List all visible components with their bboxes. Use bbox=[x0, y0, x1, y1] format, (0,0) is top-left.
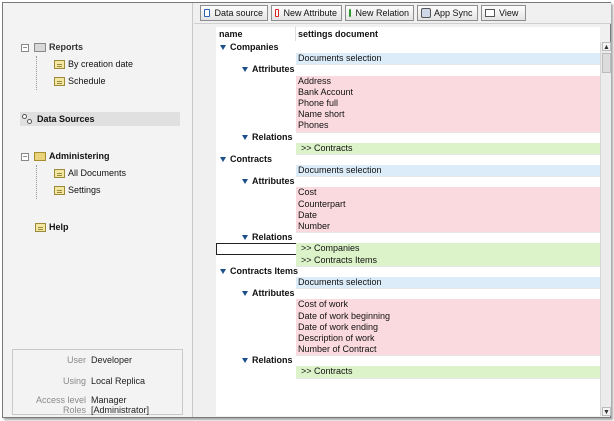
settings-grid bbox=[216, 27, 600, 416]
table-row[interactable] bbox=[216, 277, 600, 288]
document-list-icon bbox=[54, 186, 65, 195]
new-attribute-icon bbox=[275, 9, 279, 17]
access-level-row bbox=[13, 395, 184, 405]
settings-cell[interactable]: Phones bbox=[296, 120, 600, 132]
table-row[interactable] bbox=[216, 210, 600, 221]
settings-cell[interactable]: Documents selection bbox=[296, 277, 600, 289]
document-list-icon bbox=[54, 77, 65, 86]
tree-node-label[interactable] bbox=[242, 176, 295, 187]
nav-administering[interactable] bbox=[21, 148, 126, 165]
user-label: User bbox=[66, 355, 86, 365]
nav-item-schedule[interactable] bbox=[51, 73, 133, 90]
settings-cell[interactable]: Counterpart bbox=[296, 199, 600, 211]
settings-cell[interactable]: Date of work beginning bbox=[296, 311, 600, 323]
expand-triangle-icon[interactable] bbox=[220, 269, 226, 274]
table-row[interactable] bbox=[216, 299, 600, 310]
nav-item-all-documents[interactable] bbox=[51, 165, 126, 182]
expand-triangle-icon[interactable] bbox=[242, 135, 248, 140]
table-row[interactable] bbox=[216, 199, 600, 210]
expand-triangle-icon[interactable] bbox=[242, 291, 248, 296]
settings-cell[interactable]: >> Contracts Items bbox=[296, 255, 600, 267]
reports-children bbox=[36, 56, 133, 90]
tree-node-text: Contracts Items bbox=[230, 265, 299, 276]
collapse-toggle-icon[interactable]: − bbox=[22, 151, 28, 161]
table-row[interactable] bbox=[216, 53, 600, 64]
nav-administering-label: Administering bbox=[49, 151, 110, 161]
app-sync-label: App Sync bbox=[434, 8, 473, 18]
view-icon bbox=[485, 9, 495, 17]
table-row[interactable] bbox=[216, 366, 600, 377]
scroll-up-icon[interactable]: ▲ bbox=[603, 44, 610, 51]
table-row[interactable] bbox=[216, 143, 600, 154]
nav-data-sources[interactable] bbox=[20, 112, 180, 126]
toolbar bbox=[194, 3, 611, 24]
tree-node-label[interactable] bbox=[242, 232, 293, 243]
nav-group-reports bbox=[21, 39, 133, 90]
settings-cell[interactable]: Bank Account bbox=[296, 87, 600, 99]
table-row[interactable] bbox=[216, 165, 600, 176]
table-row[interactable] bbox=[216, 333, 600, 344]
expand-triangle-icon[interactable] bbox=[242, 179, 248, 184]
tree-node-text: Relations bbox=[252, 131, 293, 142]
tree-node-text: Attributes bbox=[252, 288, 295, 299]
folder-open-icon bbox=[34, 152, 46, 161]
expand-triangle-icon[interactable] bbox=[220, 157, 226, 162]
new-relation-label: New Relation bbox=[355, 8, 409, 18]
nav-item-label: By creation date bbox=[68, 59, 134, 69]
tree-node-text: Contracts bbox=[230, 153, 273, 164]
table-row[interactable] bbox=[216, 109, 600, 120]
tree-node-label[interactable] bbox=[220, 154, 272, 165]
app-sync-button[interactable] bbox=[417, 5, 478, 21]
tree-node-row[interactable] bbox=[216, 232, 600, 243]
scroll-down-icon[interactable]: ▼ bbox=[603, 409, 610, 416]
settings-cell[interactable]: Description of work bbox=[296, 333, 600, 345]
table-row[interactable] bbox=[216, 311, 600, 322]
user-info-panel bbox=[12, 349, 183, 415]
settings-cell[interactable]: Date bbox=[296, 210, 600, 222]
view-button[interactable] bbox=[481, 5, 526, 21]
nav-item-settings[interactable] bbox=[51, 182, 126, 199]
tree-node-text: Attributes bbox=[252, 176, 295, 187]
tree-node-row[interactable] bbox=[216, 154, 600, 165]
data-source-button[interactable] bbox=[200, 5, 268, 21]
data-source-label: Data source bbox=[214, 8, 263, 18]
tree-node-text: Attributes bbox=[252, 64, 295, 75]
tree-node-row[interactable] bbox=[216, 266, 600, 277]
roles-value: [Administrator] bbox=[91, 405, 150, 415]
tree-node-text: Relations bbox=[252, 355, 293, 366]
nav-reports-label: Reports bbox=[49, 42, 84, 52]
access-level-label: Access level bbox=[35, 395, 86, 405]
column-header-name[interactable]: name bbox=[216, 27, 296, 41]
table-row[interactable] bbox=[216, 255, 600, 266]
expand-triangle-icon[interactable] bbox=[242, 67, 248, 72]
table-row[interactable] bbox=[216, 221, 600, 232]
settings-cell[interactable]: Number of Contract bbox=[296, 344, 600, 356]
new-relation-button[interactable] bbox=[345, 5, 414, 21]
nav-item-label: Schedule bbox=[68, 76, 106, 86]
table-row[interactable] bbox=[216, 98, 600, 109]
administering-children bbox=[36, 165, 126, 199]
settings-cell[interactable]: Address bbox=[296, 76, 600, 88]
new-attribute-button[interactable] bbox=[271, 5, 342, 21]
user-row bbox=[13, 355, 184, 365]
reports-folder-icon bbox=[34, 43, 46, 52]
grid-rows bbox=[216, 42, 600, 378]
using-value: Local Replica bbox=[91, 376, 146, 386]
document-list-icon bbox=[54, 60, 65, 69]
grid-gutter bbox=[194, 24, 216, 417]
table-row[interactable] bbox=[216, 76, 600, 87]
app-window bbox=[2, 2, 611, 418]
grid-header bbox=[216, 27, 600, 41]
settings-cell[interactable]: Documents selection bbox=[296, 53, 600, 65]
tree-node-label[interactable] bbox=[242, 132, 293, 143]
table-row[interactable] bbox=[216, 344, 600, 355]
tree-node-row[interactable] bbox=[216, 288, 600, 299]
view-label: View bbox=[499, 8, 519, 18]
data-sources-icon bbox=[22, 114, 34, 125]
roles-label: Roles bbox=[62, 405, 86, 415]
settings-cell[interactable]: Date of work ending bbox=[296, 322, 600, 334]
table-row[interactable] bbox=[216, 87, 600, 98]
data-source-icon bbox=[204, 9, 210, 17]
nav-data-sources-label: Data Sources bbox=[37, 114, 95, 124]
table-row[interactable] bbox=[216, 120, 600, 131]
tree-node-row[interactable] bbox=[216, 42, 600, 53]
settings-cell[interactable]: Name short bbox=[296, 109, 600, 121]
new-attribute-label: New Attribute bbox=[283, 8, 337, 18]
expand-triangle-icon[interactable] bbox=[242, 358, 248, 363]
sync-icon bbox=[421, 8, 431, 18]
vertical-scrollbar[interactable] bbox=[600, 42, 611, 416]
settings-cell[interactable]: >> Contracts bbox=[296, 143, 600, 155]
nav-help[interactable] bbox=[35, 219, 69, 236]
nav-group-help bbox=[35, 219, 69, 236]
user-value: Developer bbox=[91, 355, 133, 365]
settings-cell[interactable]: Cost of work bbox=[296, 299, 600, 311]
help-book-icon bbox=[35, 223, 46, 232]
table-row[interactable] bbox=[216, 187, 600, 198]
table-row[interactable] bbox=[216, 322, 600, 333]
sidebar bbox=[3, 3, 193, 417]
using-row bbox=[13, 376, 184, 386]
tree-node-label[interactable] bbox=[220, 266, 298, 277]
tree-node-row[interactable] bbox=[216, 176, 600, 187]
settings-cell[interactable]: Documents selection bbox=[296, 165, 600, 177]
tree-node-label[interactable] bbox=[242, 288, 295, 299]
settings-cell[interactable]: Number bbox=[296, 221, 600, 233]
tree-node-text: Companies bbox=[230, 42, 279, 52]
roles-row bbox=[13, 405, 184, 415]
nav-item-label: All Documents bbox=[68, 168, 127, 178]
nav-help-label: Help bbox=[49, 222, 69, 232]
settings-cell[interactable]: Phone full bbox=[296, 98, 600, 110]
settings-cell[interactable]: >> Contracts bbox=[296, 366, 600, 378]
tree-node-row[interactable] bbox=[216, 132, 600, 143]
nav-item-label: Settings bbox=[68, 185, 101, 195]
new-relation-icon bbox=[349, 9, 351, 17]
tree-node-label[interactable] bbox=[220, 42, 279, 53]
tree-node-text: Relations bbox=[252, 232, 293, 243]
tree-node-label[interactable] bbox=[242, 64, 295, 75]
expand-triangle-icon[interactable] bbox=[242, 235, 248, 240]
using-label: Using bbox=[62, 376, 86, 386]
settings-cell[interactable]: Cost bbox=[296, 187, 600, 199]
table-row[interactable] bbox=[216, 243, 600, 254]
nav-item-by-creation-date[interactable] bbox=[51, 56, 133, 73]
collapse-toggle-icon[interactable]: − bbox=[22, 42, 28, 52]
settings-cell[interactable]: >> Companies bbox=[296, 243, 600, 255]
expand-triangle-icon[interactable] bbox=[220, 45, 226, 50]
tree-node-row[interactable] bbox=[216, 64, 600, 75]
tree-node-row[interactable] bbox=[216, 355, 600, 366]
nav-group-administering bbox=[21, 148, 126, 199]
column-header-settings-document[interactable]: settings document bbox=[298, 29, 379, 39]
tree-node-label[interactable] bbox=[242, 355, 293, 366]
nav-reports[interactable] bbox=[21, 39, 133, 56]
access-level-value: Manager bbox=[91, 395, 127, 405]
document-list-icon bbox=[54, 169, 65, 178]
scrollbar-thumb[interactable] bbox=[602, 53, 611, 73]
